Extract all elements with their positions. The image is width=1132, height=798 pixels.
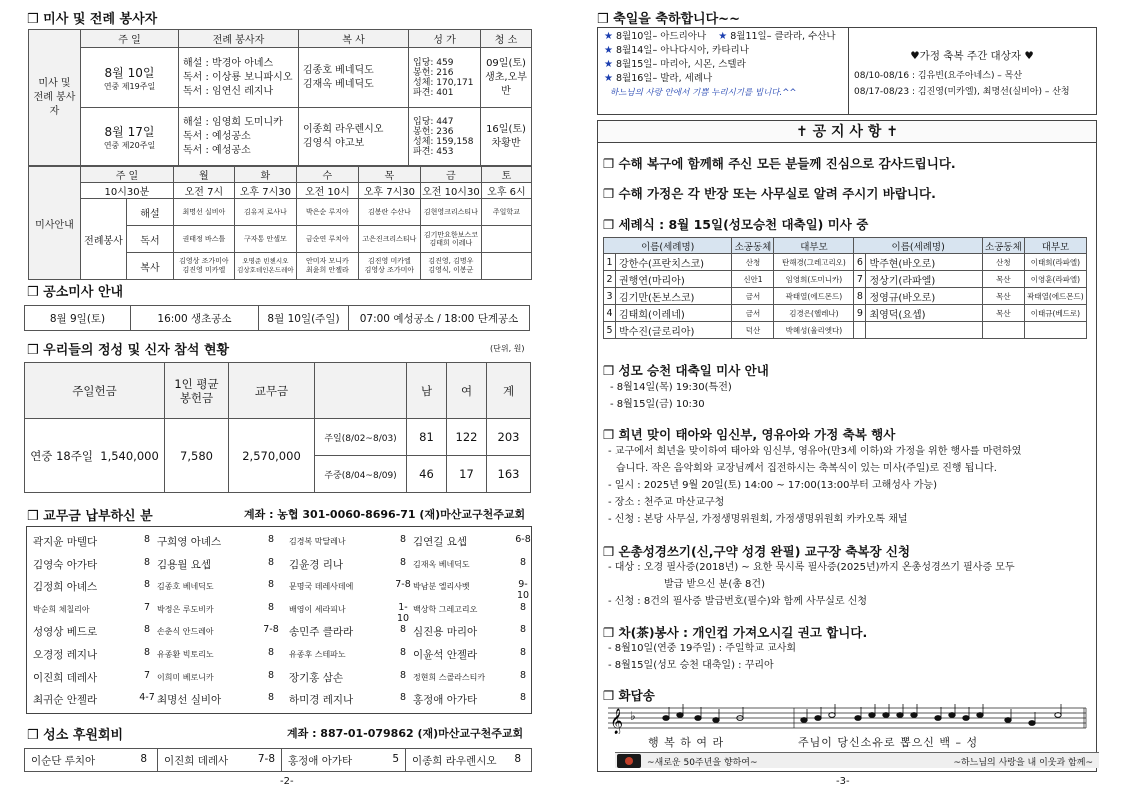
dues-months: 6-8 — [515, 534, 531, 545]
dues-row — [27, 621, 531, 644]
note — [663, 716, 669, 721]
dues-name: 김연길 요셉 — [413, 536, 468, 548]
dues-name: 곽지윤 마텔다 — [33, 536, 98, 548]
dues-name: 배영이 세라피나 — [289, 604, 346, 614]
dues-name: 이희미 베로니카 — [157, 672, 214, 682]
dues-name: 장기홍 삼손 — [289, 671, 344, 684]
dues-months: 7-8 — [263, 624, 279, 636]
notice-thanks: ❒ 수해 복구에 함께해 주신 모든 분들께 진심으로 감사드립니다. — [603, 156, 956, 171]
dues-months: 8 — [399, 646, 407, 658]
dues-name: 김재옥 베네딕도 — [413, 559, 470, 569]
mass-servers-title: ❒ 미사 및 전례 봉사자 — [27, 12, 158, 27]
liturgy-label: 전례봉사 — [81, 199, 127, 280]
offering-unit: (단위, 원) — [490, 344, 525, 353]
dues-name: 성영상 베드로 — [33, 626, 98, 639]
parish-logo-icon — [617, 754, 641, 768]
dues-name: 심진용 마리아 — [413, 626, 478, 639]
note — [1029, 721, 1035, 726]
note — [695, 716, 701, 721]
gongso-title: ❒ 공소미사 안내 — [27, 285, 124, 300]
note — [949, 713, 955, 718]
dues-months: 8 — [519, 556, 527, 568]
notice-flood: ❒ 수해 가정은 각 반장 또는 사무실로 알려 주시기 바랍니다. — [603, 186, 936, 201]
dues-name: 오경정 레지나 — [33, 648, 98, 661]
celebrate-title: ❒ 축일을 축하합니다~~ — [597, 12, 740, 27]
lyrics-1: 행 복 하 여 라 — [648, 736, 725, 749]
dues-months: 8 — [143, 534, 151, 545]
dues-months: 8 — [267, 556, 275, 568]
family-title: ♥가정 축복 주간 대상자 ♥ — [910, 50, 1034, 62]
lyrics-2: 주님이 당신소유로 뽑으신 백 – 성 — [798, 736, 979, 749]
dues-months: 8 — [399, 534, 407, 545]
notice-baptism: ❒ 세례식 : 8월 15일(성모승천 대축일) 미사 중 — [603, 217, 869, 232]
dues-months: 8 — [267, 646, 275, 658]
svg-text:♭: ♭ — [630, 709, 636, 723]
sunday-row: 8월 17일 연중 제20주일 해설 : 임영희 도미니카 독서 : 예성공소 독서 : 예성공소 이종희 라우렌시오 김영식 야고보 입당: 447 봉헌: 236 성체: 159,158 파견: 453 16일(토) 차황반 — [29, 108, 532, 166]
notice-title: ✝ 공 지 사 항 ✝ — [598, 121, 1096, 143]
dues-name: 김영숙 아가타 — [33, 558, 98, 571]
support-title: ❒ 성소 후원회비 — [27, 728, 124, 743]
gongso-table: 8월 9일(토) 16:00 생초공소 8월 10일(주일) 07:00 예성공소 / 18:00 단계공소 — [24, 305, 530, 331]
dues-months: 8 — [519, 646, 527, 658]
dues-name: 김용월 요셉 — [157, 558, 212, 571]
dues-months: 7 — [143, 601, 151, 613]
dues-months: 8 — [399, 669, 407, 681]
dues-months: 8 — [519, 601, 527, 613]
page-number-right: -3- — [836, 776, 850, 787]
note — [815, 716, 821, 721]
note — [855, 716, 861, 721]
notice-box: ✝ 공 지 사 항 ✝ ❒ 수해 복구에 함께해 주신 모든 분들께 진심으로 감사드립니다. ❒ 수해 가정은 각 반장 또는 사무실로 알려 주시기 바랍니다. ❒ 세례식 : 8월 15일(성모승천 대축일) 미사 중 이름(세례명) 소공동체 대부모 이름(세례명) 소공동체 대부모 1 강한수(프란치스코) 산청 탄해경(그레고리오) 6 박주현(바오로) 산청 이태희(라파엘) 2 권행연(마리아) 신안1 임영희(도미니카) 7 정상기(라파엘) 목산 이영훈(라파엘) 3 김기만(돈보스코) 금서 곽태열(에드몬드) 8 정영규(바오로) 목산 곽태열(에드몬드) 4 김태희(이레네) 금서 김경은(헬레나) 9 최영덕(요셉) 목산 이태규(베드로) 5 박수진(글로리아) 덕산 박혜성(율리엣다) ❒ 성모 승천 대축일 미사 안내 - 8월14일(목) 19:30(특전) - 8월15일(금) 10:30 ❒ 희년 맞이 태아와 임신부, 영유아와 가정 축복 행사 - 교구에서 희년을 맞이하여 태아와 임신부, 영유아(만3세 이하)와 가정을 위한 행사를 마련하였 습니다. 작은 음악회와 교장님께서 집전하시는 축복식이 있는 미사(주일)로 진행 됩니다. - 일시 : 2025년 9월 20일(토) 14:00 ~ 17:00(13:00부터 고해성사 가능) - 장소 : 천주교 마산교구청 - 신청 : 본당 사무실, 가정생명위원회, 가정생명위원회 카카오톡 채널 ❒ 온총성경쓰기(신,구약 성경 완필) 교구장 축복장 신청 - 대상 : 오경 필사증(2018년) ~ 요한 묵시록 필사증(2025년)까지 온총성경쓰기 필사증 모두 발급 받으신 분(총 8건) - 신청 : 8건의 필사증 발급번호(필수)와 함께 사무실로 신청 ❒ 차(茶)봉사 : 개인컵 가져오시길 권고 합니다. - 8월10일(연중 19주일) : 주일학교 교사회 - 8월15일(성모 승천 대축일) : 꾸리아 ❒ 화답송 𝄞 ♭ 행 복 하 여 라 주님이 당신소유로 뽑으신 백 – 성 — [597, 120, 1097, 772]
dues-months: 7-8 — [395, 579, 411, 591]
footer-right: ~하느님의 사랑을 내 이웃과 함께~ — [953, 758, 1093, 768]
baptism-table: 이름(세례명) 소공동체 대부모 이름(세례명) 소공동체 대부모 1 강한수(프란치스코) 산청 탄해경(그레고리오) 6 박주현(바오로) 산청 이태희(라파엘) 2 권행연(마리아) 신안1 임영희(도미니카) 7 정상기(라파엘) 목산 이영훈(라파엘) 3 김기만(돈보스코) 금서 곽태열(에드몬드) 8 정영규(바오로) 목산 곽태열(에드몬드) 4 김태희(이레네) 금서 김경은(헬레나) 9 최영덕(요셉) 목산 이태규(베드로) 5 박수진(글로리아) 덕산 박혜성(율리엣다) — [603, 237, 1087, 339]
dues-months: 8 — [399, 692, 407, 704]
note — [677, 713, 683, 718]
note — [897, 713, 903, 718]
mass-side-label: 미사 및 전례 봉사자 — [29, 30, 81, 166]
note — [935, 716, 941, 721]
music-staff — [608, 704, 1088, 734]
weekly-side-label: 미사안내 — [29, 167, 81, 280]
note — [869, 713, 875, 718]
sunday-row: 8월 10일 연중 제19주일 해설 : 박경아 아녜스 독서 : 이상룡 보니파시오 독서 : 임연신 레지나 김종호 베네딕도 김재옥 베네딕도 입당: 459 봉헌: 216 성체: 170,171 파견: 401 09일(토) 생초,오부반 — [29, 48, 532, 108]
dues-name: 홍정애 아가타 — [413, 694, 478, 707]
dues-months: 4-7 — [139, 692, 155, 704]
dues-name: 박정은 루도비카 — [157, 604, 214, 614]
note — [963, 716, 969, 721]
dues-months: 7 — [143, 669, 151, 681]
note — [713, 718, 719, 723]
dues-months: 8 — [519, 692, 527, 704]
notice-bible: ❒ 온총성경쓰기(신,구약 성경 완필) 교구장 축복장 신청 — [603, 544, 911, 559]
dues-name: 유종환 빅토리노 — [157, 649, 214, 659]
dues-name: 박순희 체칠리아 — [33, 604, 90, 614]
dues-months: 8 — [267, 669, 275, 681]
dues-months: 8 — [519, 669, 527, 681]
dues-name: 김정희 아녜스 — [33, 581, 98, 594]
baptism-row: 1 강한수(프란치스코) 산청 탄해경(그레고리오) 6 박주현(바오로) 산청 이태희(라파엘) — [604, 254, 1087, 271]
dues-months: 8 — [143, 579, 151, 591]
note — [911, 713, 917, 718]
note — [1005, 718, 1011, 723]
baptism-row: 3 김기만(돈보스코) 금서 곽태열(에드몬드) 8 정영규(바오로) 목산 곽태열(에드몬드) — [604, 288, 1087, 305]
dues-name: 문명국 데레사데에 — [289, 582, 354, 592]
dues-months: 8 — [519, 624, 527, 636]
notice-psalm: ❒ 화답송 — [603, 688, 655, 703]
dues-months: 8 — [399, 624, 407, 636]
dues-months: 1-10 — [396, 601, 410, 624]
offering-table: 주일헌금 1인 평균 봉헌금 교무금 남 여 계 연중 18주일 1,540,000 7,580 2,570,000 주일(8/02~8/03) 81 122 203 주중(8/04~8/09) 46 17 163 — [24, 362, 531, 493]
dues-months: 8 — [267, 601, 275, 613]
note — [801, 718, 807, 723]
dues-row — [27, 644, 531, 667]
mass-servers-table: 미사 및 전례 봉사자 주 일 전례 봉사자 복 사 성 가 청 소 8월 10일 연중 제19주일 해설 : 박경아 아녜스 독서 : 이상룡 보니파시오 독서 : 임연신 레지나 김종호 베네딕도 김재옥 베네딕도 입당: 459 봉헌: 216 성체: 170,171 파견: 401 09일(토) 생초,오부반 8월 17일 연중 제20주일 해설 : 임영희 도미니카 독서 : 예성공소 독서 : 예성공소 이종희 라우렌시오 김영식 야고보 입당: 447 봉헌: 236 성체: 159,158 파견: 453 16일(토) 차황반 — [28, 29, 532, 166]
offering-title: ❒ 우리들의 정성 및 신자 참석 현황 — [27, 343, 230, 358]
dues-months: 9-10 — [516, 579, 530, 602]
page-number-left: -2- — [280, 776, 294, 787]
dues-months: 8 — [143, 624, 151, 636]
dues-name: 이윤석 안젤라 — [413, 648, 478, 661]
dues-months: 8 — [267, 692, 275, 704]
dues-title: ❒ 교무금 납부하신 분 — [27, 509, 153, 524]
dues-account: 계좌 : 농협 301-0060-8696-71 (재)마산교구천주교회 — [244, 508, 526, 521]
dues-months: 8 — [399, 556, 407, 568]
note — [977, 713, 983, 718]
baptism-row: 5 박수진(글로리아) 덕산 박혜성(율리엣다) — [604, 322, 1087, 339]
dues-name: 손춘식 안드레아 — [157, 627, 214, 637]
notice-assumption: ❒ 성모 승천 대축일 미사 안내 — [603, 363, 769, 378]
dues-row — [27, 667, 531, 690]
dues-row — [27, 576, 531, 602]
feast-box: ★ 8월10일– 아드리아나 ★ 8월11일– 클라라, 수산나 ★ 8월14일– 아나다시아, 카타리나 ★ 8월15일– 마리아, 시몬, 스텔라 ★ 8월16일– 발라, 세례나 하느님의 사랑 안에서 기쁨 누리시기를 빕니다.^^ ♥가정 축복 주간 대상자 ♥ 08/10-08/16 : 김유빈(요주아네스) – 목산 08/17-08/23 : 김진영(미카엘), 최명선(실비아) – 산청 — [597, 27, 1097, 115]
dues-name: 유종후 스테파노 — [289, 649, 346, 659]
baptism-row: 2 권행연(마리아) 신안1 임영희(도미니카) 7 정상기(라파엘) 목산 이영훈(라파엘) — [604, 271, 1087, 288]
dues-name: 이진희 데레사 — [33, 671, 98, 684]
svg-text:𝄞: 𝄞 — [610, 709, 624, 734]
dues-row — [27, 689, 531, 712]
support-account: 계좌 : 887-01-079862 (재)마산교구천주교회 — [287, 727, 524, 740]
dues-name: 박남분 엘리사벳 — [413, 582, 470, 592]
weekly-mass-table: 미사안내 주 일 월 화 수 목 금 토 10시30분 오전 7시 오후 7시30 오전 10시 오후 7시30 오전 10시30 오후 6시 전례봉사 해설 최명선 실비아 김유저 로사나 박은순 루지아 김봉란 수산나 김현영크리스티나 주일학교 독서 권태정 바스틀 구자통 안셀모 금순연 루치아 고은진크리스티나 김기만요한보스코 김태희 이레나 복사 김영상 조가미아 김진영 미카엘 오명준 빈첸시오 김상호데인온드레아 안미자 모니카 최윤희 안젤라 김진영 미카엘 김영상 조가미아 김진영, 김명우 김영식, 이봉군 — [28, 166, 532, 280]
support-table: 이순단 루치아 8 이진희 데레사 7-8 홍정애 아가타 5 이종희 라우렌시오 8 — [24, 748, 532, 772]
footer-left: ~새로운 50주년을 향하여~ — [647, 758, 758, 768]
dues-name: 김경복 막달레나 — [289, 537, 346, 546]
dues-name: 구희영 아녜스 — [157, 536, 222, 548]
blessing-text: 하느님의 사랑 안에서 기쁨 누리시기를 빕니다.^^ — [610, 88, 797, 98]
dues-months: 8 — [143, 646, 151, 658]
dues-name: 최명선 실비아 — [157, 694, 222, 707]
footer-bar — [615, 752, 1099, 768]
dues-name: 김종호 베네딕도 — [157, 582, 214, 592]
notice-tea: ❒ 차(茶)봉사 : 개인컵 가져오시길 권고 합니다. — [603, 625, 868, 640]
note — [883, 713, 889, 718]
notice-jubilee: ❒ 희년 맞이 태아와 임신부, 영유아와 가정 축복 행사 — [603, 427, 896, 442]
dues-name: 김윤경 리나 — [289, 558, 344, 571]
dues-name: 백상학 그레고리오 — [413, 604, 478, 614]
dues-row — [27, 531, 531, 554]
dues-months: 8 — [267, 534, 275, 545]
dues-row — [27, 554, 531, 577]
dues-name: 하미경 레지나 — [289, 694, 354, 707]
dues-name: 정현희 스콜라스티카 — [413, 672, 486, 682]
dues-months: 8 — [143, 556, 151, 568]
dues-row — [27, 599, 531, 622]
dues-list — [26, 526, 532, 714]
dues-name: 최귀순 안젤라 — [33, 694, 98, 707]
baptism-row: 4 김태희(이레네) 금서 김경은(헬레나) 9 최영덕(요셉) 목산 이태규(베드로) — [604, 305, 1087, 322]
dues-months: 8 — [267, 579, 275, 591]
dues-name: 송민주 클라라 — [289, 626, 354, 639]
